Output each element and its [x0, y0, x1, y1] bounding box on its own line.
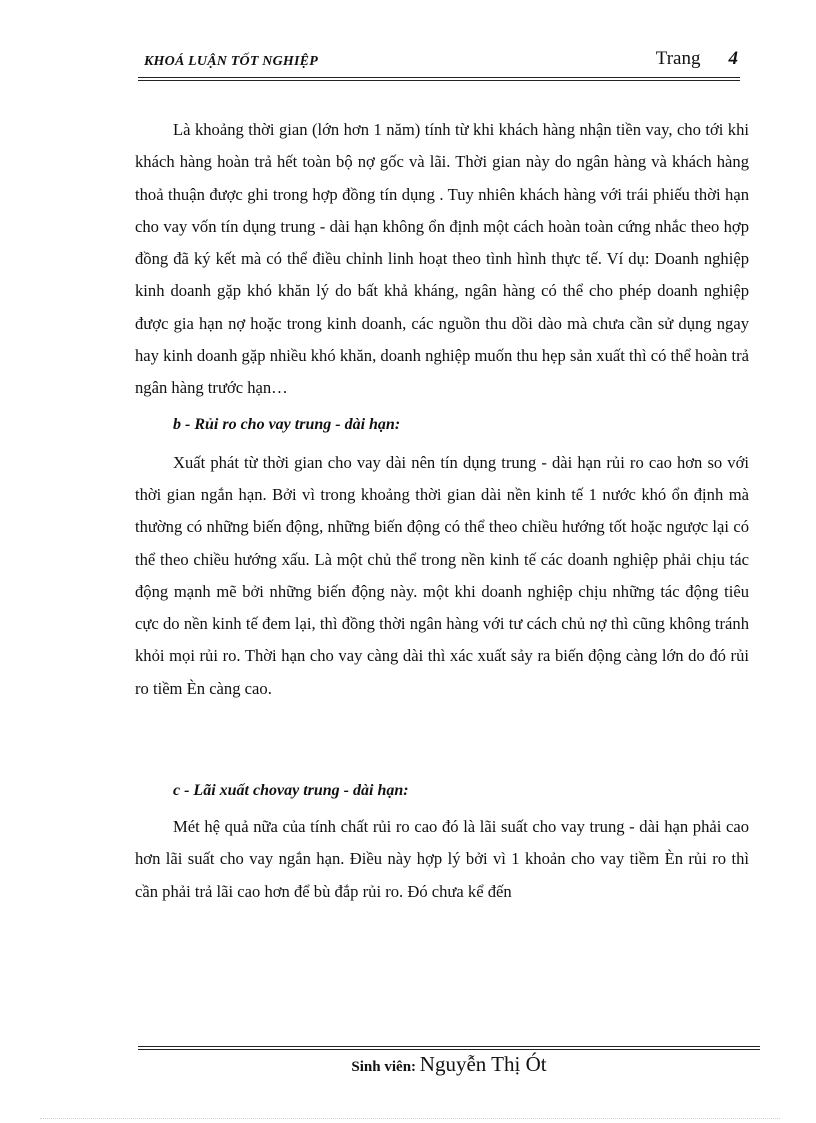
student-label: Sinh viên — [351, 1059, 412, 1075]
paragraph-interest-rate: Mét hệ quả nữa của tính chất rủi ro cao đó là lãi suất cho vay trung - dài hạn phải cao hơn lãi suất cho vay ngắn hạn. Điều này hợp lý bởi vì 1 khoản cho vay tiềm Èn rủi ro thì cần phải trả lãi cao hơn để bù đắp rủi ro. Đó chưa kể đến — [135, 817, 749, 901]
section-heading-b: b - Rủi ro cho vay trung - dài hạn: — [173, 415, 401, 433]
page-indicator — [656, 48, 738, 70]
student-name: Nguyễn Thị Ót — [419, 1052, 547, 1076]
thesis-title: KHOÁ LUẬN TỐT NGHIỆP — [144, 54, 318, 69]
footer-rule-top — [138, 1046, 760, 1047]
page-label: Trang — [655, 48, 701, 69]
section-heading-c: c - Lãi xuất chovay trung - dài hạn: — [173, 782, 409, 800]
footer-rule-bottom — [138, 1049, 760, 1050]
page-edge-dots — [40, 1118, 780, 1119]
header-rule-bottom — [138, 80, 740, 81]
paragraph-risk: Xuất phát từ thời gian cho vay dài nên tín dụng trung - dài hạn rủi ro cao hơn so với thời gian ngắn hạn. Bởi vì trong khoảng thời gian dài nền kinh tế 1 nước khó ổn định mà thường có những biến động, những biến động có thể theo chiều hướng tốt hoặc ngược lại có thể theo chiều hướng xấu. Là một chủ thể trong nền kinh tế các doanh nghiệp phải chịu tác động mạnh mẽ bởi những biến động này. một khi doanh nghiệp chịu những tác động tiêu cực do nền kinh tế đem lại, thì đồng thời ngân hàng với tư cách chủ nợ thì cũng không tránh khỏi mọi rủi ro. Thời hạn cho vay càng dài thì xác xuất sảy ra biến động càng lớn do đó rủi ro tiềm Èn càng cao. — [135, 452, 749, 698]
page-body — [135, 114, 749, 908]
page-number: 4 — [728, 48, 738, 69]
paragraph-loan-term: Là khoảng thời gian (lớn hơn 1 năm) tính từ khi khách hàng nhận tiền vay, cho tới khi khách hàng hoàn trả hết toàn bộ nợ gốc và lãi. Thời gian này do ngân hàng và khách hàng thoả thuận được ghi trong hợp đồng tín dụng . Tuy nhiên khách hàng với trái phiếu thời hạn cho vay vốn tín dụng trung - dài hạn không ổn định một cách hoàn toàn cứng nhắc theo hợp đồng đã ký kết mà có thể điều chỉnh linh hoạt theo tình hình thực tế. Ví dụ: Doanh nghiệp kinh doanh gặp khó khăn lý do bất khả kháng, ngân hàng có thể cho phép doanh nghiệp được gia hạn nợ hoặc trong kinh doanh, các nguồn thu dồi dào mà chưa cần sử dụng ngay hay kinh doanh gặp nhiều khó khăn, doanh nghiệp muốn thu hẹp sản xuất thì có thể hoàn trả ngân hàng trước hạn… — [135, 120, 749, 398]
page-header — [138, 46, 740, 76]
page-footer: Sinh viên: Nguyễn Thị Ót — [351, 1052, 547, 1076]
header-rule-top — [138, 77, 740, 78]
